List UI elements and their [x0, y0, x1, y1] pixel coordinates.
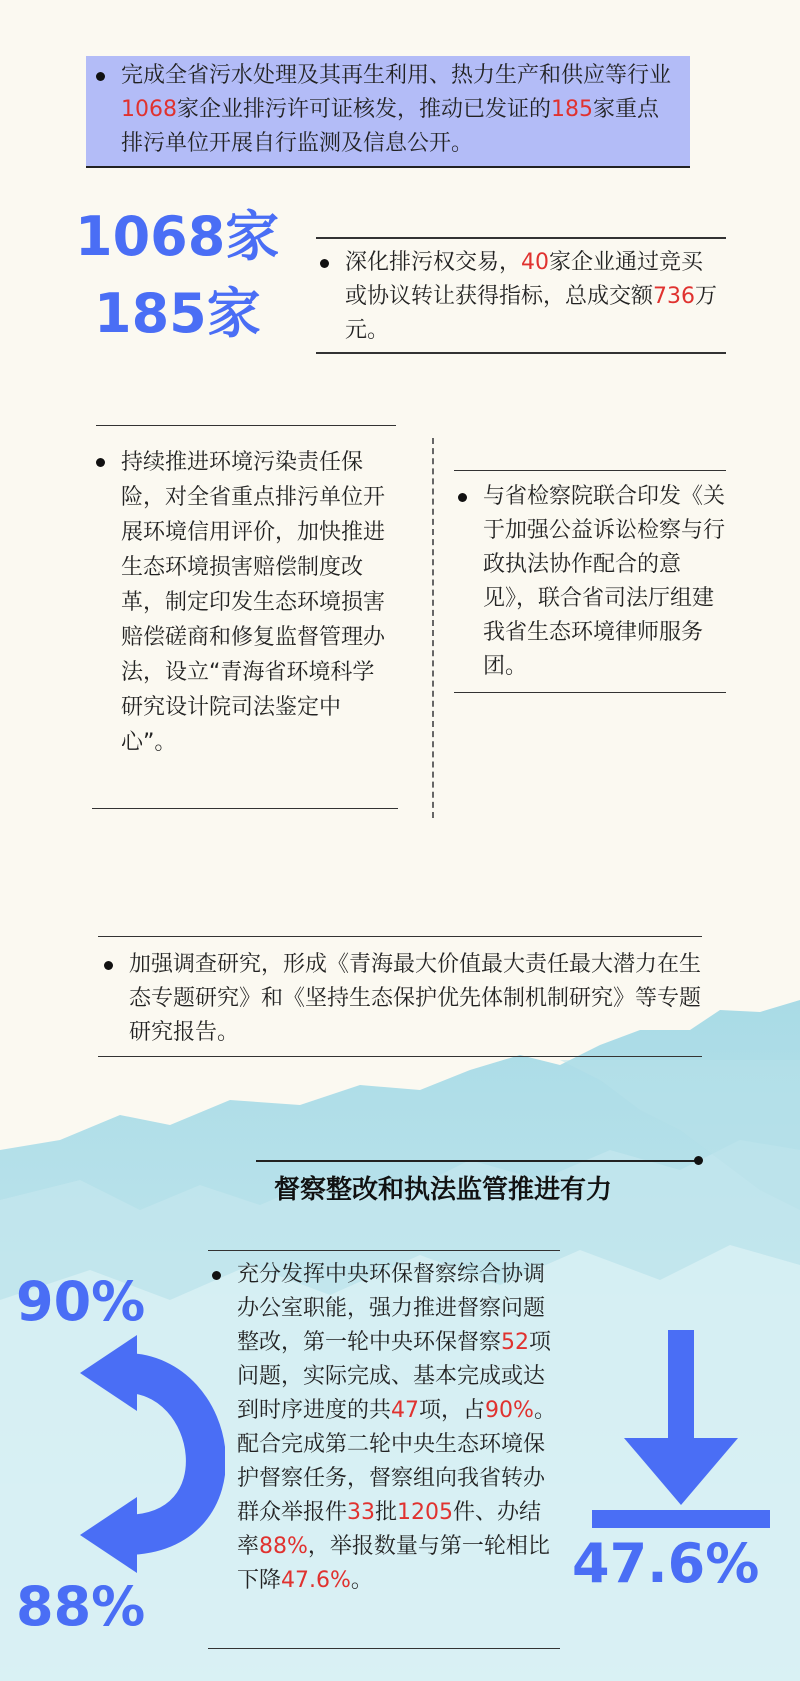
- stat-47-6-percent: 47.6%: [572, 1532, 760, 1595]
- block5-top-rule: [98, 936, 702, 937]
- stat-88-percent: 88%: [16, 1575, 146, 1638]
- bullet-icon: [96, 458, 105, 467]
- inspection-rectification-block: [212, 1258, 562, 1598]
- bullet-icon: [212, 1271, 221, 1280]
- block2-bottom-rule: [316, 352, 726, 354]
- block4-top-rule: [454, 470, 726, 471]
- block3-top-rule: [96, 425, 396, 426]
- section-title: 督察整改和执法监管推进有力: [274, 1175, 613, 1205]
- down-arrow-icon: [592, 1330, 770, 1530]
- curved-arrow-icon: [75, 1335, 225, 1575]
- block2-text: 深化排污权交易，40家企业通过竞买或协议转让获得指标，总成交额736万元。: [345, 250, 718, 343]
- block4-bottom-rule: [454, 692, 726, 693]
- emission-trading-block: [320, 246, 722, 348]
- dashed-divider: [432, 438, 434, 818]
- block6-top-rule: [208, 1250, 560, 1251]
- block4-text: 与省检察院联合印发《关于加强公益诉讼检察与行政执法协作配合的意见》，联合省司法厅组建我省生态环境律师服务团。: [483, 484, 726, 679]
- block2-top-rule: [316, 237, 726, 239]
- research-block: [104, 948, 704, 1050]
- bullet-icon: [104, 961, 113, 970]
- stat-90-percent: 90%: [16, 1270, 146, 1333]
- bullet-icon: [458, 493, 467, 502]
- block3-text: 持续推进环境污染责任保险，对全省重点排污单位开展环境信用评价，加快推进生态环境损害赔偿制度改革，制定印发生态环境损害赔偿磋商和修复监督管理办法，设立“青海省环境科学研究设计院司法鉴定中心”。: [121, 450, 386, 755]
- block6-text: 充分发挥中央环保督察综合协调办公室职能，强力推进督察问题整改，第一轮中央环保督察52项问题，实际完成、基本完成或达到时序进度的共47项，占90%。配合完成第二轮中央生态环境保护督察任务，督察组向我省转办群众举报件33批1205件、办结率88%，举报数量与第一轮相比下降47.6%。: [237, 1262, 556, 1593]
- block5-bottom-rule: [98, 1056, 702, 1057]
- bullet-icon: [96, 72, 105, 81]
- bullet-icon: [320, 259, 329, 268]
- block1-text: 完成全省污水处理及其再生利用、热力生产和供应等行业1068家企业排污许可证核发，推动已发证的185家重点排污单位开展自行监测及信息公开。: [121, 63, 672, 156]
- block5-text: 加强调查研究，形成《青海最大价值最大责任最大潜力在生态专题研究》和《坚持生态保护优先体制机制研究》等专题研究报告。: [129, 952, 702, 1045]
- section-title-rule: [256, 1160, 696, 1162]
- stat-1068: 1068家: [75, 205, 280, 268]
- top-highlight-block: [86, 56, 690, 168]
- stat-185: 185家: [94, 282, 261, 345]
- procuratorate-block: [458, 480, 726, 684]
- insurance-block: [96, 445, 396, 760]
- section-title-end-dot: [694, 1156, 703, 1165]
- block6-bottom-rule: [208, 1648, 560, 1649]
- block3-bottom-rule: [92, 808, 398, 809]
